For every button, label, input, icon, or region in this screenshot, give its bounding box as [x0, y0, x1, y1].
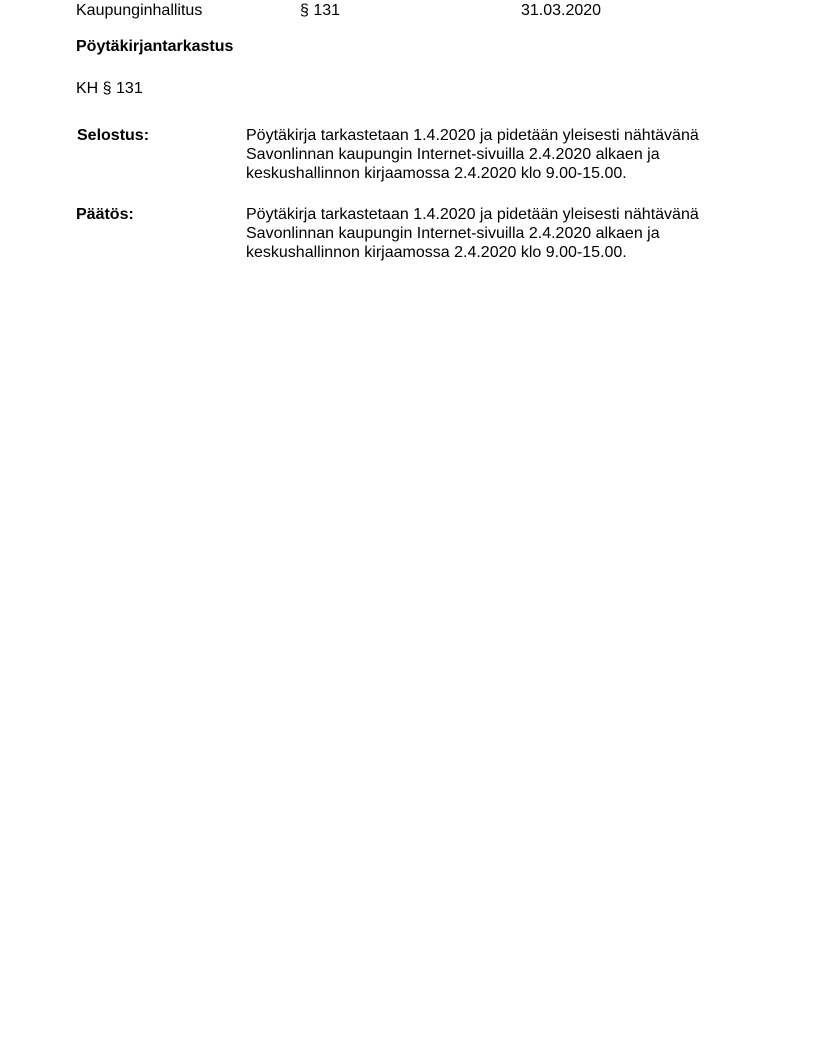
section-reference: KH § 131: [76, 80, 143, 97]
selostus-text: [246, 126, 786, 183]
selostus-label: Selostus:: [77, 127, 150, 144]
paatos-line: keskushallinnon kirjaamossa 2.4.2020 klo 9.00-15.00.: [246, 244, 627, 261]
paatos-line: Savonlinnan kaupungin Internet-sivuilla 2.4.2020 alkaen ja: [246, 225, 660, 242]
selostus-line: Savonlinnan kaupungin Internet-sivuilla 2.4.2020 alkaen ja: [246, 146, 660, 163]
selostus-line: keskushallinnon kirjaamossa 2.4.2020 klo 9.00-15.00.: [246, 165, 627, 182]
body-name: Kaupunginhallitus: [76, 2, 203, 19]
selostus-line: Pöytäkirja tarkastetaan 1.4.2020 ja pidetään yleisesti nähtävänä: [246, 127, 699, 144]
paatos-label: Päätös:: [76, 206, 134, 223]
section-number: § 131: [300, 2, 341, 19]
paatos-line: Pöytäkirja tarkastetaan 1.4.2020 ja pidetään yleisesti nähtävänä: [246, 206, 699, 223]
document-title: Pöytäkirjantarkastus: [76, 38, 234, 55]
paatos-text: [246, 205, 786, 262]
meeting-date: 31.03.2020: [521, 2, 602, 19]
